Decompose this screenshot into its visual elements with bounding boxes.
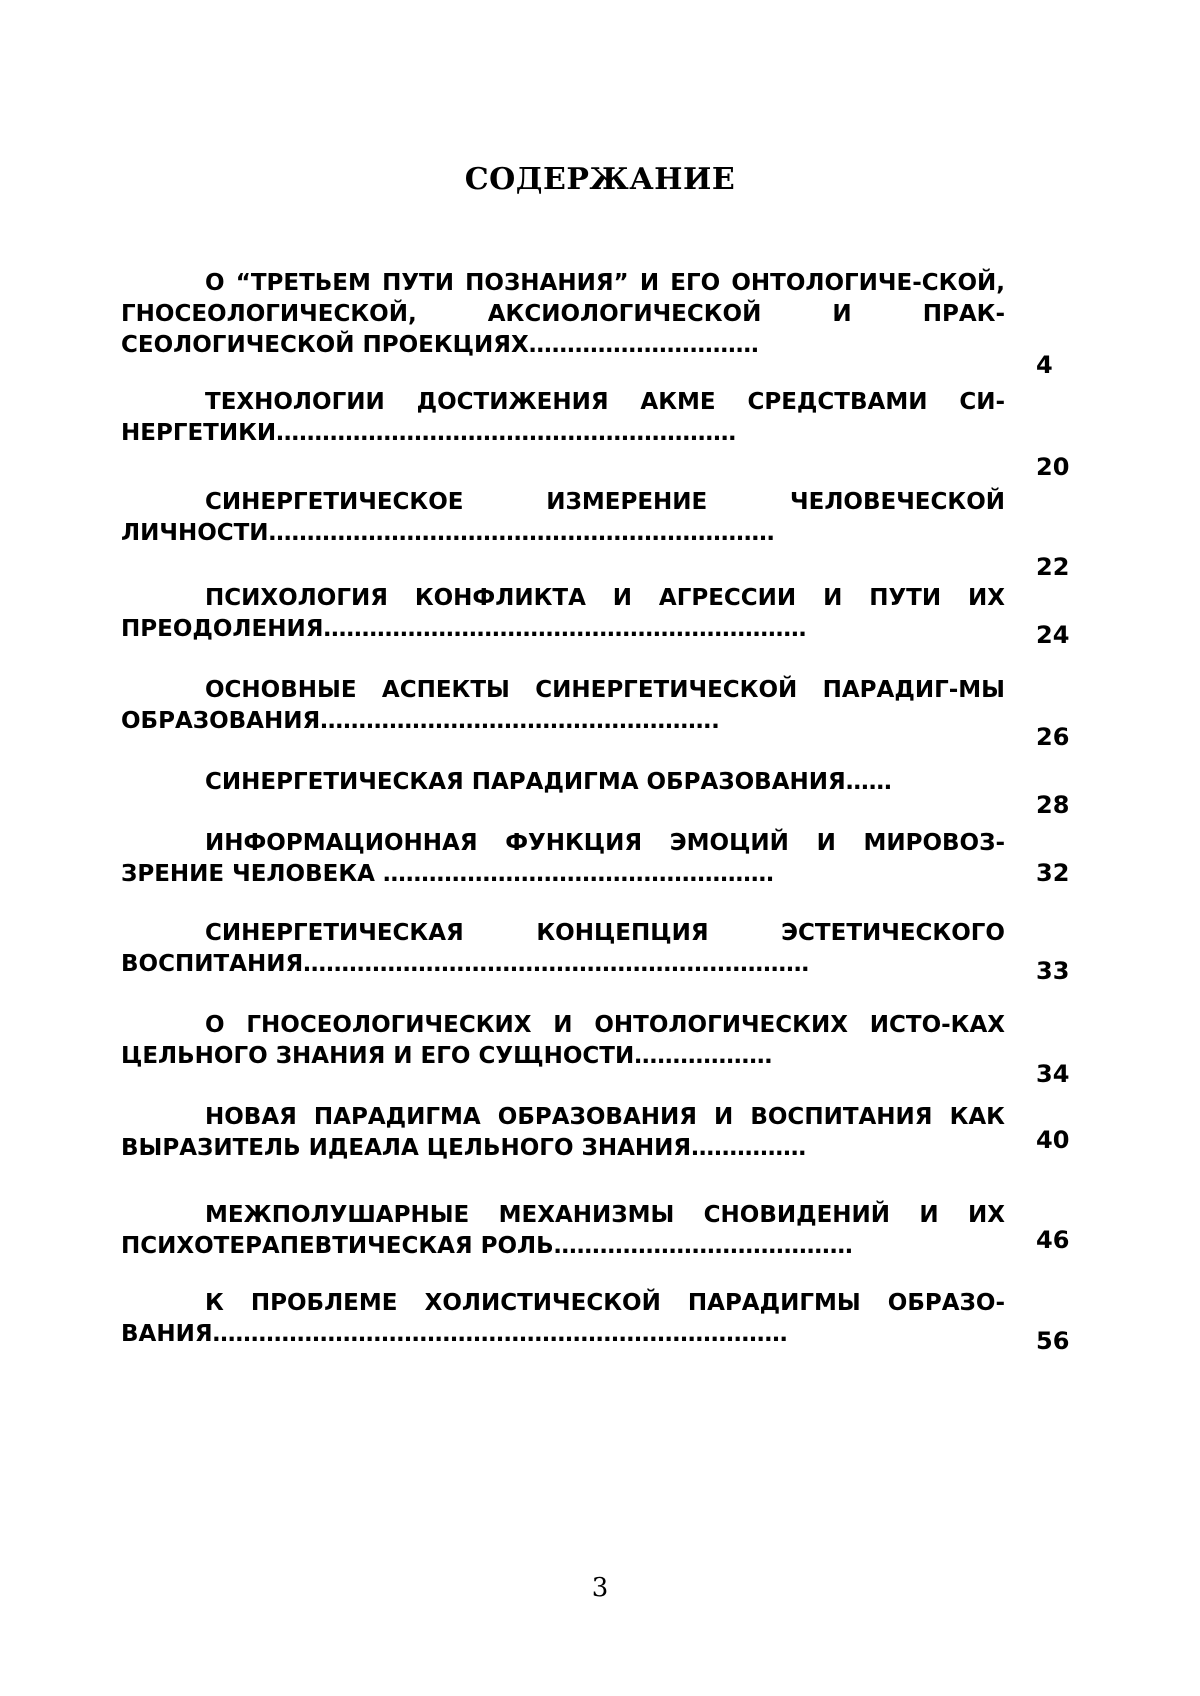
toc-entry-title: СИНЕРГЕТИЧЕСКАЯ ПАРАДИГМА ОБРАЗОВАНИЯ…… — [205, 769, 892, 795]
toc-entry-page: 34 — [1036, 1060, 1070, 1088]
toc-entry-page: 22 — [1036, 553, 1070, 581]
toc-entry-page: 26 — [1036, 723, 1070, 751]
toc-entry-page: 28 — [1036, 791, 1070, 819]
page-title: СОДЕРЖАНИЕ — [464, 162, 736, 197]
toc-entry-title: СИНЕРГЕТИЧЕСКАЯ КОНЦЕПЦИЯ ЭСТЕТИЧЕСКОГО ВОСПИТАНИЯ………………………………………………………… — [121, 920, 1005, 977]
toc-entry-title: ТЕХНОЛОГИИ ДОСТИЖЕНИЯ АКМЕ СРЕДСТВАМИ СИ-НЕРГЕТИКИ…………………………………………………… — [121, 389, 1005, 446]
toc-entry-page: 20 — [1036, 453, 1070, 481]
toc-entry-page: 40 — [1036, 1126, 1070, 1154]
toc-entry-title: О ГНОСЕОЛОГИЧЕСКИХ И ОНТОЛОГИЧЕСКИХ ИСТО-КАХ ЦЕЛЬНОГО ЗНАНИЯ И ЕГО СУЩНОСТИ……………… — [121, 1012, 1005, 1069]
toc-entry-page: 46 — [1036, 1226, 1070, 1254]
toc-entry-page: 4 — [1036, 351, 1053, 379]
toc-entry-title: ОСНОВНЫЕ АСПЕКТЫ СИНЕРГЕТИЧЕСКОЙ ПАРАДИГ-МЫ ОБРАЗОВАНИЯ……………………………………………. — [121, 677, 1005, 734]
toc-entry-page: 33 — [1036, 957, 1070, 985]
toc-entry-title: ПСИХОЛОГИЯ КОНФЛИКТА И АГРЕССИИ И ПУТИ ИХ ПРЕОДОЛЕНИЯ……………………………………………………… — [121, 585, 1005, 642]
toc-entry-title: О “ТРЕТЬЕМ ПУТИ ПОЗНАНИЯ” И ЕГО ОНТОЛОГИЧЕ-СКОЙ, ГНОСЕОЛОГИЧЕСКОЙ, АКСИОЛОГИЧЕСКОЙ И ПРАК-СЕОЛОГИЧЕСКОЙ ПРОЕКЦИЯХ………………………… — [121, 270, 1005, 358]
toc-entry-page: 56 — [1036, 1327, 1070, 1355]
toc-entry-page: 24 — [1036, 621, 1070, 649]
toc-entry-title: СИНЕРГЕТИЧЕСКОЕ ИЗМЕРЕНИЕ ЧЕЛОВЕЧЕСКОЙ ЛИЧНОСТИ………………………………………………………… — [121, 489, 1005, 546]
toc-entry-title: К ПРОБЛЕМЕ ХОЛИСТИЧЕСКОЙ ПАРАДИГМЫ ОБРАЗО-ВАНИЯ………………………………………………………………… — [121, 1290, 1005, 1347]
page-number: 3 — [591, 1573, 609, 1603]
toc-entry-title: НОВАЯ ПАРАДИГМА ОБРАЗОВАНИЯ И ВОСПИТАНИЯ КАК ВЫРАЗИТЕЛЬ ИДЕАЛА ЦЕЛЬНОГО ЗНАНИЯ…………… — [121, 1104, 1005, 1161]
toc-entry-page: 32 — [1036, 859, 1070, 887]
toc-entry-title: ИНФОРМАЦИОННАЯ ФУНКЦИЯ ЭМОЦИЙ И МИРОВОЗ-ЗРЕНИЕ ЧЕЛОВЕКА …………………………………………… — [121, 830, 1005, 887]
toc-entry-title: МЕЖПОЛУШАРНЫЕ МЕХАНИЗМЫ СНОВИДЕНИЙ И ИХ ПСИХОТЕРАПЕВТИЧЕСКАЯ РОЛЬ………………………………… — [121, 1202, 1005, 1259]
